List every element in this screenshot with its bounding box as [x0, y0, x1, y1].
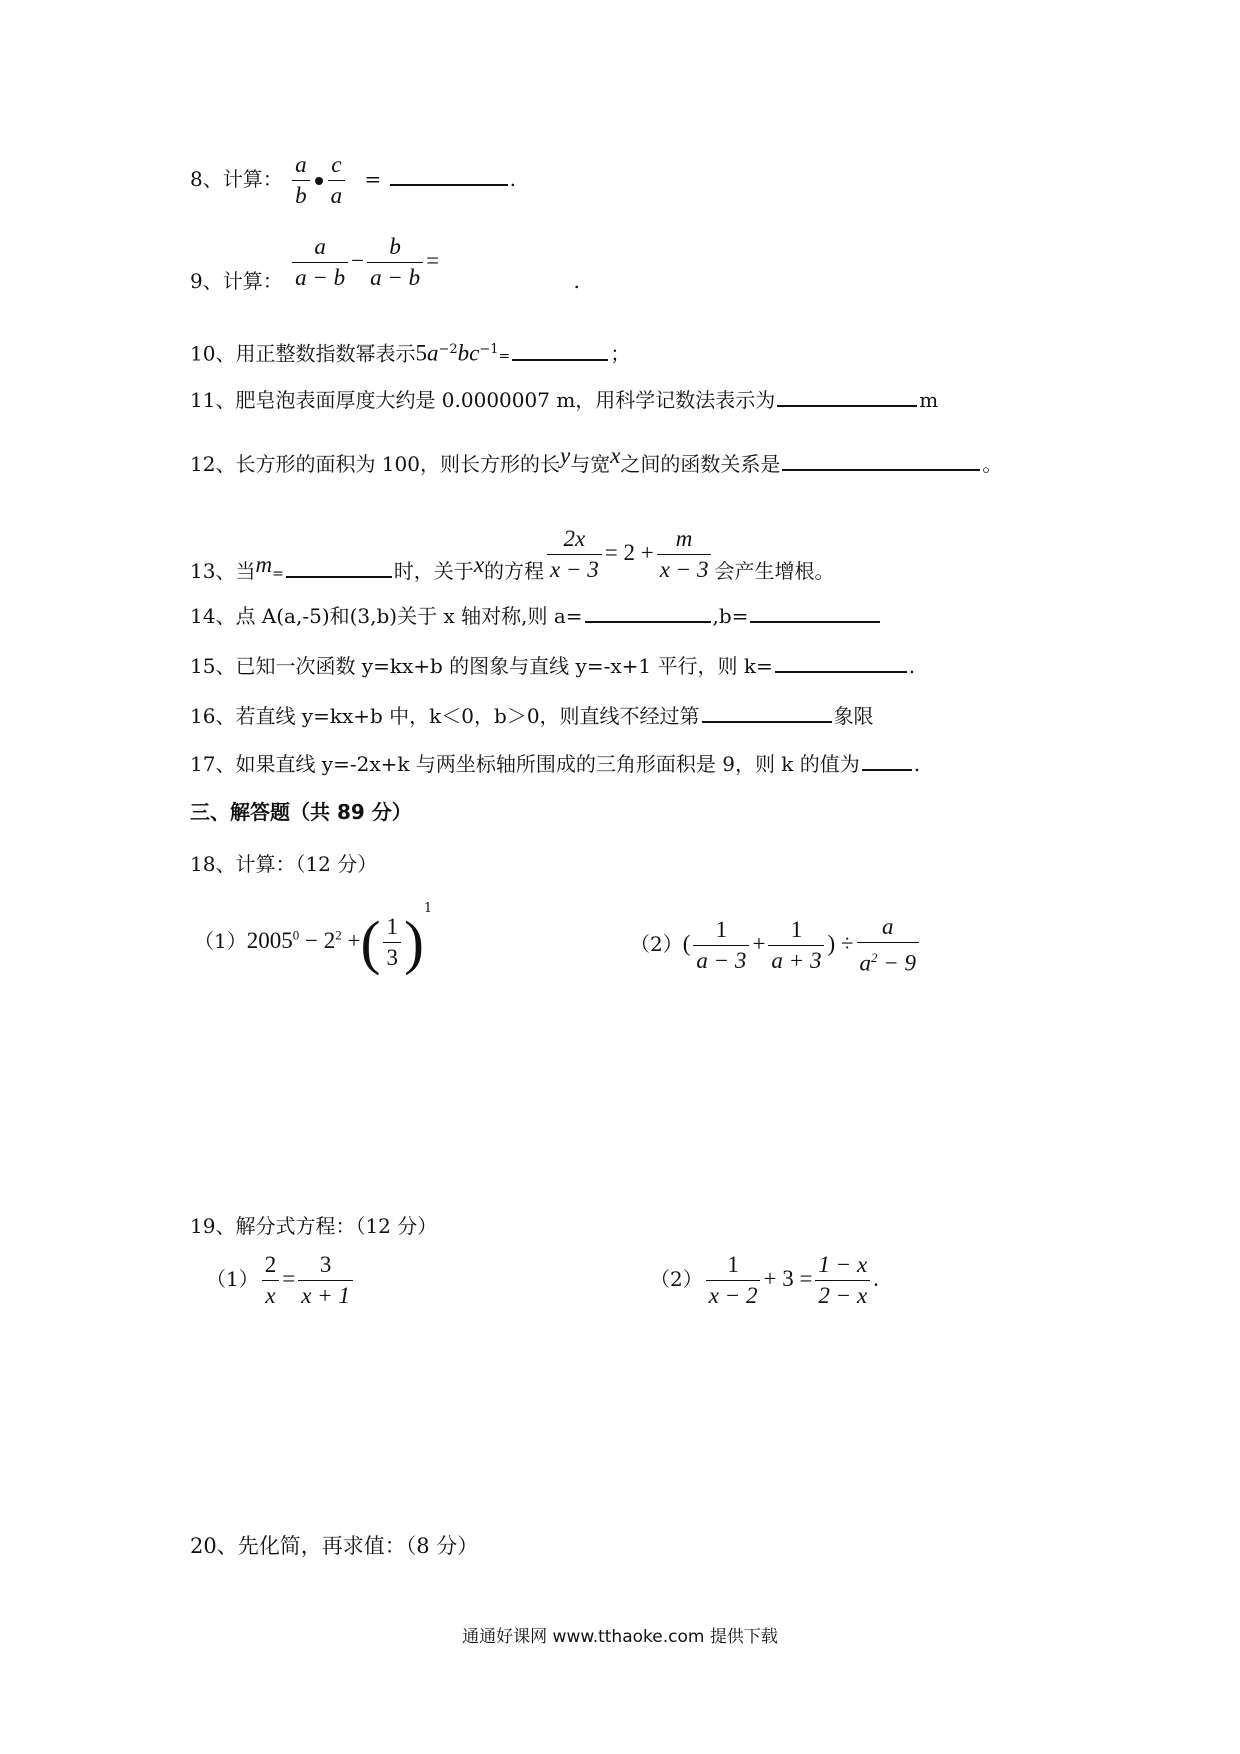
q14-a-answer-blank[interactable] [585, 620, 711, 623]
q10-answer-blank[interactable] [512, 358, 608, 361]
fraction-3-over-x-plus-1: $\frac{3}{x + 1}$ [298, 1250, 353, 1311]
q13-answer-blank[interactable] [286, 575, 392, 578]
q8-answer-blank[interactable] [390, 183, 508, 186]
q8-label: 8、计算： [190, 167, 283, 191]
q8-equals: = [364, 167, 382, 191]
question-12: 12、长方形的面积为 100，则长方形的长y与宽x之间的函数关系是 。 [190, 443, 1003, 476]
fraction-1-over-a-plus-3: $\frac{1}{a + 3}$ [768, 915, 824, 976]
multiply-dot-icon [315, 177, 323, 185]
question-18-title: 18、计算：（12 分） [190, 852, 378, 876]
question-19-part-2: （2） $\frac{1}{x - 2}$ + 3 = $\frac{1 - x}{2 - x}$ . [650, 1250, 879, 1311]
page-footer: 通通好课网 www.tthaoke.com 提供下载 [462, 1627, 778, 1647]
fraction-b-over-a-minus-b: $\frac{b}{a - b}$ [367, 232, 423, 293]
section-title: 三、解答题（共 89 分） [190, 800, 412, 824]
question-14: 14、点 A(a,-5)和(3,b)关于 x 轴对称,则 a= ,b= [190, 604, 882, 628]
q17-answer-blank[interactable] [862, 768, 912, 771]
fraction-1-over-a-minus-3: $\frac{1}{a - 3}$ [693, 915, 749, 976]
question-18-part-2: （2）( $\frac{1}{a - 3}$ + $\frac{1}{a + 3}$ ) ÷ $\frac{a}{a^2 - 9}$ [630, 912, 922, 979]
q16-answer-blank[interactable] [702, 720, 832, 723]
question-19-title: 19、解分式方程：（12 分） [190, 1214, 438, 1238]
fraction-a-over-a-squared-minus-9: $\frac{a}{a^2 - 9}$ [857, 912, 920, 979]
fraction-m-over-x-minus-3: $\frac{m}{x - 3}$ [657, 524, 712, 585]
q11-answer-blank[interactable] [777, 404, 917, 407]
q9-label: 9、计算： [190, 269, 283, 293]
question-9: 9、计算： $\frac{a}{a - b}$ − $\frac{b}{a - b}$ = . [190, 234, 580, 293]
question-18-part-1: $(1)2005^0 - 2^2$ +( $\frac{1}{3}$ )$^1$ [194, 901, 433, 976]
question-15: 15、已知一次函数 y=kx+b 的图象与直线 y=-x+1 平行，则 k= . [190, 654, 916, 678]
fraction-1-minus-x-over-2-minus-x: $\frac{1 - x}{2 - x}$ [815, 1250, 870, 1311]
question-11: 11、肥皂泡表面厚度大约是 0.0000007 m，用科学记数法表示为 m [190, 388, 939, 412]
fraction-1-over-3: $\frac{1}{3}$ [383, 912, 401, 973]
question-8: 8、计算： $\frac{a}{b}$ $\frac{c}{a}$ = . [190, 150, 516, 211]
question-13: 13、当$m_=$ 时，关于x的方程 $\frac{2x}{x - 3}$ = 2 + $\frac{m}{x - 3}$ 会产生增根。 [190, 526, 835, 583]
fraction-2-over-x: $\frac{2}{x}$ [262, 1250, 280, 1311]
fraction-a-over-b: $\frac{a}{b}$ [292, 150, 310, 211]
question-19-part-1: （1） $\frac{2}{x}$ = $\frac{3}{x + 1}$ [206, 1250, 356, 1311]
fraction-a-over-a-minus-b: $\frac{a}{a - b}$ [292, 232, 348, 293]
fraction-1-over-x-minus-2: $\frac{1}{x - 2}$ [706, 1250, 761, 1311]
question-10: 10、用正整数指数幂表示$5a^{-2}bc^{-1}=$ ； [190, 340, 631, 366]
question-17: 17、如果直线 y=-2x+k 与两坐标轴所围成的三角形面积是 9，则 k 的值为 . [190, 752, 921, 776]
question-20-title: 20、先化简，再求值：（8 分） [190, 1534, 479, 1558]
fraction-2x-over-x-minus-3: $\frac{2x}{x - 3}$ [547, 524, 602, 585]
q14-b-answer-blank[interactable] [750, 620, 880, 623]
question-16: 16、若直线 y=kx+b 中，k＜0，b＞0，则直线不经过第 象限 [190, 704, 874, 728]
q12-answer-blank[interactable] [782, 468, 980, 471]
q15-answer-blank[interactable] [775, 670, 907, 673]
fraction-c-over-a: $\frac{c}{a}$ [328, 150, 346, 211]
